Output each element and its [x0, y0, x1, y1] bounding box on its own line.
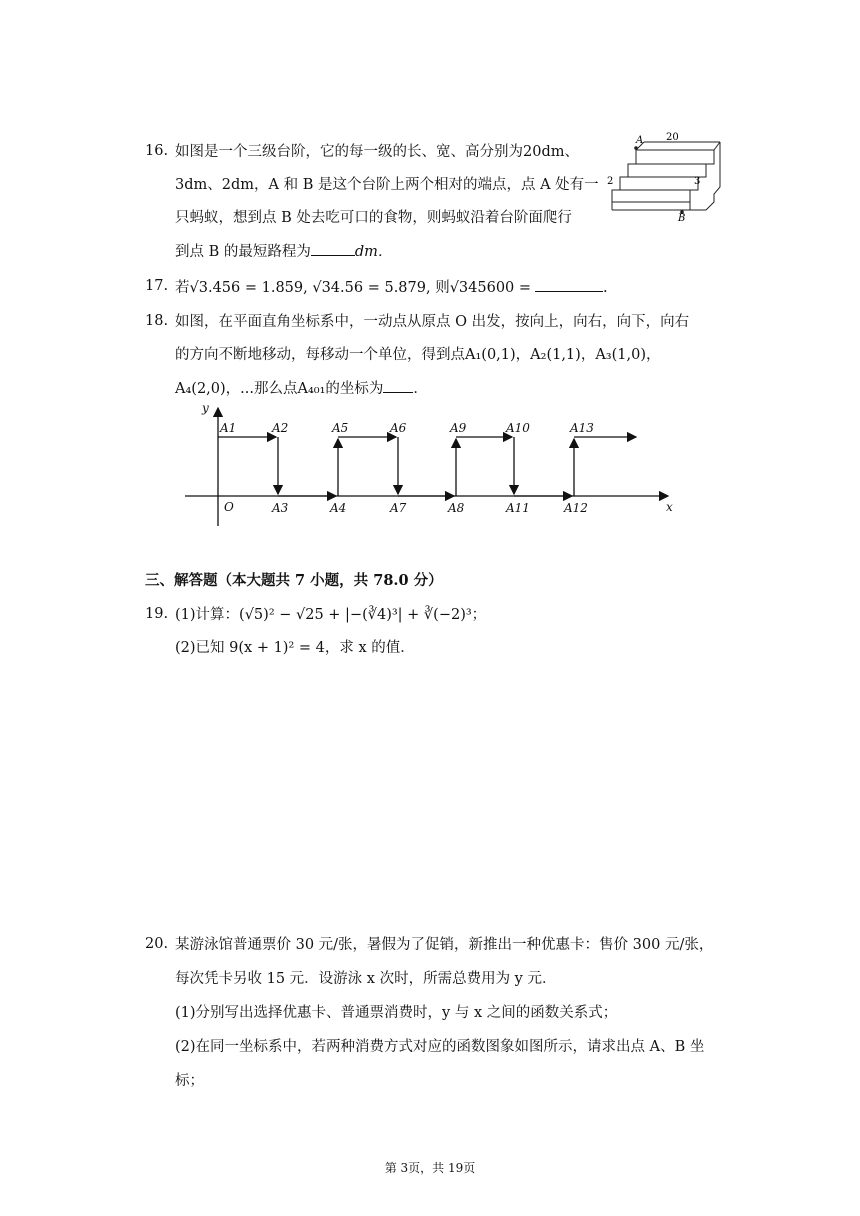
label-a2: A2: [272, 421, 289, 435]
q16-line-4-text: 到点 B 的最短路程为: [175, 244, 311, 260]
q18-line-3-text: A₄(2,0)，...那么点A₄₀₁的坐标为: [175, 381, 384, 397]
label-a12: A12: [564, 501, 588, 515]
label-a: A: [636, 135, 644, 146]
x-axis-label: x: [666, 500, 673, 514]
q16-line-4: [175, 241, 392, 262]
q17-end: .: [603, 280, 608, 296]
q18-line-1: 如图，在平面直角坐标系中，一动点从原点 O 出发，按向上，向右，向下，向右: [175, 314, 690, 330]
q20-line-4: (2)在同一坐标系中，若两种消费方式对应的函数图象如图所示，请求出点 A、B 坐: [175, 1039, 705, 1055]
staircase-figure: [606, 132, 722, 222]
q19-line-2: (2)已知 9(x + 1)² = 4，求 x 的值．: [175, 640, 415, 656]
q20-line-3: (1)分别写出选择优惠卡、普通票消费时，y 与 x 之间的函数关系式；: [175, 1005, 618, 1021]
label-a7: A7: [390, 501, 407, 515]
coordinate-path-figure: [180, 398, 680, 528]
q16-number: 16.: [145, 143, 169, 159]
q16-answer-blank: [311, 241, 355, 256]
q17-answer-blank: [535, 277, 603, 292]
label-a13: A13: [570, 421, 594, 435]
label-a5: A5: [332, 421, 349, 435]
q20-line-2: 每次凭卡另收 15 元．设游泳 x 次时，所需总费用为 y 元．: [175, 971, 557, 987]
point-a-dot: [634, 146, 638, 150]
q16-line-1: 如图是一个三级台阶，它的每一级的长、宽、高分别为20dm、: [175, 144, 579, 160]
q18-number: 18.: [145, 313, 169, 329]
label-a9: A9: [450, 421, 467, 435]
q18-line-2: 的方向不断地移动，每移动一个单位，得到点A₁(0,1)，A₂(1,1)，A₃(1,0)，: [175, 347, 661, 363]
q20-line-5: 标；: [175, 1073, 204, 1089]
q18-line-3: [175, 378, 428, 399]
label-2: 2: [607, 176, 614, 187]
q18-answer-blank: [383, 378, 413, 393]
q16-unit: dm．: [354, 244, 393, 260]
section-heading: 三、解答题（本大题共 7 小题，共 78.0 分）: [145, 572, 443, 589]
q17-number: 17.: [145, 278, 169, 294]
label-a1: A1: [220, 421, 237, 435]
q19-number: 19.: [145, 606, 169, 622]
label-a3: A3: [272, 501, 289, 515]
q20-number: 20.: [145, 936, 169, 952]
q17-line: [175, 277, 608, 298]
page-footer: 第 3页，共 19页: [384, 1161, 476, 1175]
label-a11: A11: [506, 501, 530, 515]
q19-line-1: (1)计算：(√5)² − √25 + |−(∛4)³| + ∛(−2)³；: [175, 607, 487, 623]
label-20: 20: [666, 132, 679, 143]
label-a6: A6: [390, 421, 407, 435]
y-axis-label: y: [202, 401, 209, 415]
q18-end: ．: [413, 381, 428, 397]
q16-line-2: 3dm、2dm，A 和 B 是这个台阶上两个相对的端点，点 A 处有一: [175, 177, 599, 193]
label-a10: A10: [506, 421, 530, 435]
origin-label: O: [224, 500, 234, 514]
q20-line-1: 某游泳馆普通票价 30 元/张，暑假为了促销，新推出一种优惠卡：售价 300 元/张，: [175, 937, 714, 953]
q17-text: 若√3.456 = 1.859, √34.56 = 5.879, 则√345600 =: [175, 280, 532, 296]
label-3: 3: [694, 176, 701, 187]
q16-line-3: 只蚂蚁，想到点 B 处去吃可口的食物，则蚂蚁沿着台阶面爬行: [175, 210, 572, 226]
label-a8: A8: [448, 501, 465, 515]
label-b: B: [678, 213, 686, 222]
label-a4: A4: [330, 501, 347, 515]
